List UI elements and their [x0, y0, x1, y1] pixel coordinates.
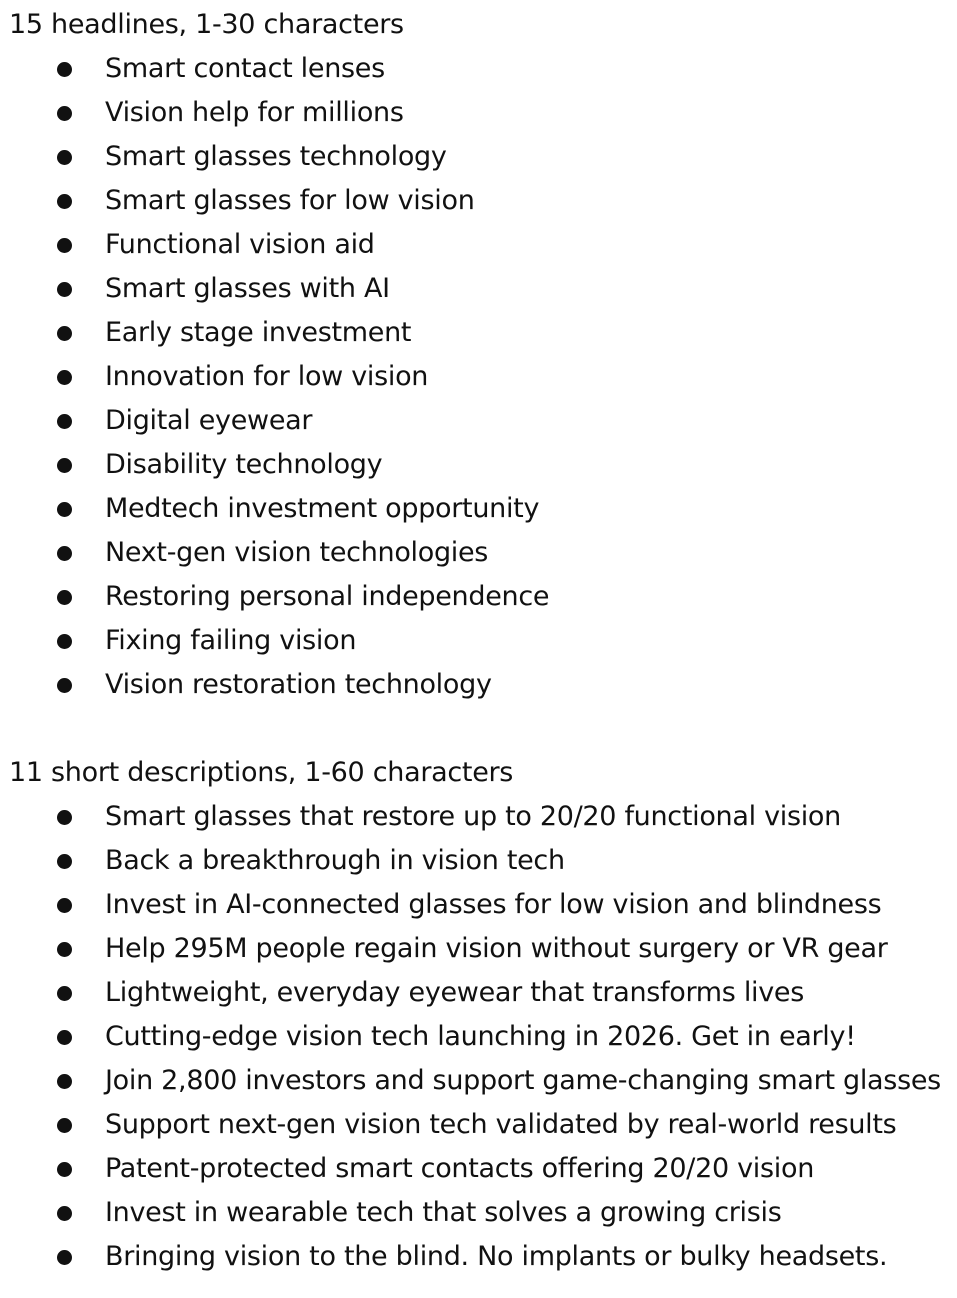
headline-text: Functional vision aid: [105, 229, 375, 260]
headline-item: [9, 267, 949, 311]
bullet-icon: [57, 634, 72, 649]
headline-item: [9, 179, 949, 223]
descriptions-heading: 11 short descriptions, 1-60 characters: [9, 757, 514, 788]
bullet-icon: [57, 238, 72, 253]
bullet-icon: [57, 678, 72, 693]
description-item: [9, 1147, 949, 1191]
headline-item: [9, 399, 949, 443]
section-spacer: [9, 707, 949, 751]
description-item: [9, 1235, 949, 1279]
descriptions-list: [9, 795, 949, 1279]
headline-item: [9, 223, 949, 267]
headline-item: [9, 443, 949, 487]
headline-text: Innovation for low vision: [105, 361, 429, 392]
bullet-icon: [57, 62, 72, 77]
bullet-icon: [57, 370, 72, 385]
description-item: [9, 1103, 949, 1147]
description-item: [9, 1191, 949, 1235]
bullet-icon: [57, 1118, 72, 1133]
description-text: Patent-protected smart contacts offering 20/20 vision: [105, 1153, 815, 1184]
headline-item: [9, 135, 949, 179]
headline-item: [9, 531, 949, 575]
headline-item: [9, 619, 949, 663]
bullet-icon: [57, 1030, 72, 1045]
headline-item: [9, 355, 949, 399]
bullet-icon: [57, 810, 72, 825]
headline-text: Vision restoration technology: [105, 669, 492, 700]
bullet-icon: [57, 546, 72, 561]
headline-text: Fixing failing vision: [105, 625, 357, 656]
headline-item: [9, 487, 949, 531]
description-text: Support next-gen vision tech validated by real-world results: [105, 1109, 897, 1140]
description-text: Cutting-edge vision tech launching in 2026. Get in early!: [105, 1021, 856, 1052]
headlines-heading: 15 headlines, 1-30 characters: [9, 9, 404, 40]
bullet-icon: [57, 194, 72, 209]
bullet-icon: [57, 282, 72, 297]
description-item: [9, 795, 949, 839]
headline-item: [9, 575, 949, 619]
description-text: Back a breakthrough in vision tech: [105, 845, 565, 876]
headline-item: [9, 311, 949, 355]
description-text: Bringing vision to the blind. No implants or bulky headsets.: [105, 1241, 888, 1272]
description-item: [9, 1015, 949, 1059]
bullet-icon: [57, 898, 72, 913]
headline-text: Digital eyewear: [105, 405, 313, 436]
description-text: Help 295M people regain vision without surgery or VR gear: [105, 933, 888, 964]
description-text: Join 2,800 investors and support game-changing smart glasses: [105, 1065, 941, 1096]
headlines-list: [9, 47, 949, 707]
bullet-icon: [57, 1250, 72, 1265]
headline-text: Smart glasses technology: [105, 141, 447, 172]
bullet-icon: [57, 942, 72, 957]
bullet-icon: [57, 326, 72, 341]
headline-item: [9, 663, 949, 707]
description-text: Lightweight, everyday eyewear that transforms lives: [105, 977, 805, 1008]
document: [9, 3, 949, 1279]
bullet-icon: [57, 502, 72, 517]
description-item: [9, 1059, 949, 1103]
headline-text: Early stage investment: [105, 317, 412, 348]
bullet-icon: [57, 1162, 72, 1177]
bullet-icon: [57, 106, 72, 121]
description-item: [9, 927, 949, 971]
description-text: Invest in wearable tech that solves a growing crisis: [105, 1197, 782, 1228]
headline-text: Next-gen vision technologies: [105, 537, 489, 568]
bullet-icon: [57, 854, 72, 869]
bullet-icon: [57, 1206, 72, 1221]
description-item: [9, 839, 949, 883]
bullet-icon: [57, 986, 72, 1001]
headline-text: Disability technology: [105, 449, 383, 480]
bullet-icon: [57, 590, 72, 605]
description-item: [9, 971, 949, 1015]
description-text: Invest in AI-connected glasses for low vision and blindness: [105, 889, 882, 920]
headline-text: Medtech investment opportunity: [105, 493, 540, 524]
headline-text: Smart glasses with AI: [105, 273, 390, 304]
headline-text: Smart contact lenses: [105, 53, 385, 84]
headline-text: Vision help for millions: [105, 97, 404, 128]
bullet-icon: [57, 414, 72, 429]
headline-text: Restoring personal independence: [105, 581, 550, 612]
description-text: Smart glasses that restore up to 20/20 functional vision: [105, 801, 841, 832]
headline-text: Smart glasses for low vision: [105, 185, 475, 216]
bullet-icon: [57, 150, 72, 165]
description-item: [9, 883, 949, 927]
headline-item: [9, 91, 949, 135]
headline-item: [9, 47, 949, 91]
bullet-icon: [57, 1074, 72, 1089]
bullet-icon: [57, 458, 72, 473]
